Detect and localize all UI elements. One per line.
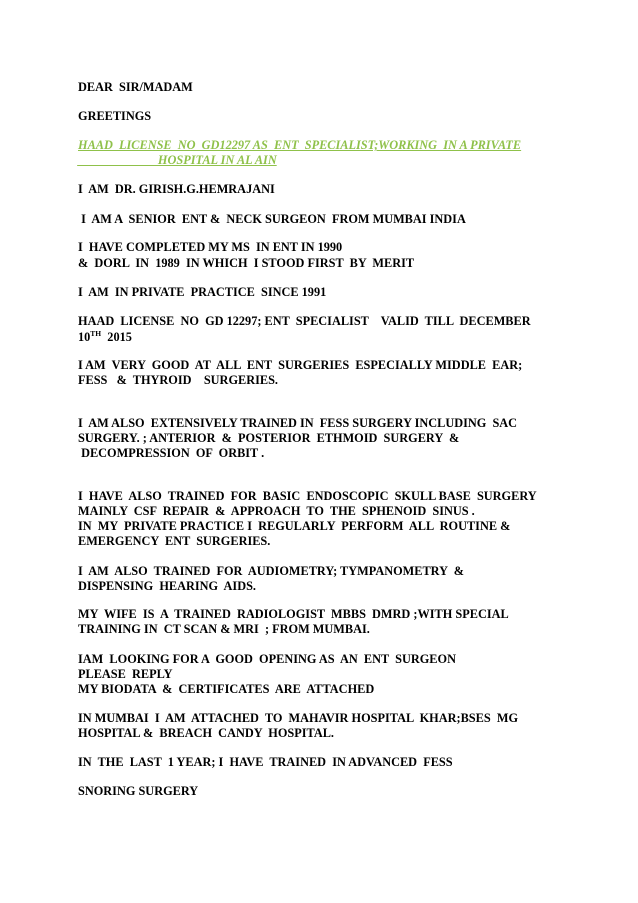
license-highlight-line-1: HAAD LICENSE NO GD12297 AS ENT SPECIALIST;WORKING IN A PRIVATE (78, 138, 522, 152)
salutation: DEAR SIR/MADAM (78, 80, 193, 94)
snoring-line: SNORING SURGERY (78, 784, 199, 798)
looking-line-3: MY BIODATA & CERTIFICATES ARE ATTACHED (78, 682, 375, 696)
wife-line-1: MY WIFE IS A TRAINED RADIOLOGIST MBBS DMRD ;WITH SPECIAL (78, 607, 509, 621)
license-highlight-line-2: ____________ HOSPITAL IN AL AIN (78, 153, 277, 167)
last-year-line: IN THE LAST 1 YEAR; I HAVE TRAINED IN ADVANCED FESS (78, 755, 453, 769)
haad-day-suffix: TH (90, 329, 102, 338)
haad-license-line-1: HAAD LICENSE NO GD 12297; ENT SPECIALIST VALID TILL DECEMBER (78, 314, 531, 328)
fess-line-3: DECOMPRESSION OF ORBIT . (78, 446, 265, 460)
education-line-2: & DORL IN 1989 IN WHICH I STOOD FIRST BY MERIT (78, 256, 415, 270)
fess-line-1: I AM ALSO EXTENSIVELY TRAINED IN FESS SURGERY INCLUDING SAC (78, 416, 518, 430)
mumbai-line-2: HOSPITAL & BREACH CANDY HOSPITAL. (78, 726, 334, 740)
skull-base-line-1: I HAVE ALSO TRAINED FOR BASIC ENDOSCOPIC SKULL BASE SURGERY (78, 489, 537, 503)
audiometry-line-2: DISPENSING HEARING AIDS. (78, 579, 257, 593)
skills-line-1: I AM VERY GOOD AT ALL ENT SURGERIES ESPECIALLY MIDDLE EAR; (78, 358, 523, 372)
intro-line: I AM DR. GIRISH.G.HEMRAJANI (78, 182, 275, 196)
skull-base-line-2: MAINLY CSF REPAIR & APPROACH TO THE SPHENOID SINUS . (78, 504, 475, 518)
practice-line: I AM IN PRIVATE PRACTICE SINCE 1991 (78, 285, 327, 299)
skull-base-line-3: IN MY PRIVATE PRACTICE I REGULARLY PERFORM ALL ROUTINE & (78, 519, 511, 533)
audiometry-line-1: I AM ALSO TRAINED FOR AUDIOMETRY; TYMPANOMETRY & (78, 564, 464, 578)
looking-line-2: PLEASE REPLY (78, 667, 173, 681)
skull-base-line-4: EMERGENCY ENT SURGERIES. (78, 534, 271, 548)
greeting: GREETINGS (78, 109, 152, 123)
role-line: I AM A SENIOR ENT & NECK SURGEON FROM MUMBAI INDIA (78, 212, 466, 226)
looking-line-1: IAM LOOKING FOR A GOOD OPENING AS AN ENT SURGEON (78, 652, 456, 666)
wife-line-2: TRAINING IN CT SCAN & MRI ; FROM MUMBAI. (78, 622, 370, 636)
mumbai-line-1: IN MUMBAI I AM ATTACHED TO MAHAVIR HOSPITAL KHAR;BSES MG (78, 711, 519, 725)
education-line-1: I HAVE COMPLETED MY MS IN ENT IN 1990 (78, 240, 343, 254)
haad-day: 10 (78, 330, 91, 344)
skills-line-2: FESS & THYROID SURGERIES. (78, 373, 278, 387)
fess-line-2: SURGERY. ; ANTERIOR & POSTERIOR ETHMOID SURGERY & (78, 431, 460, 445)
haad-year: 2015 (101, 330, 132, 344)
haad-license-line-2 (78, 330, 132, 344)
